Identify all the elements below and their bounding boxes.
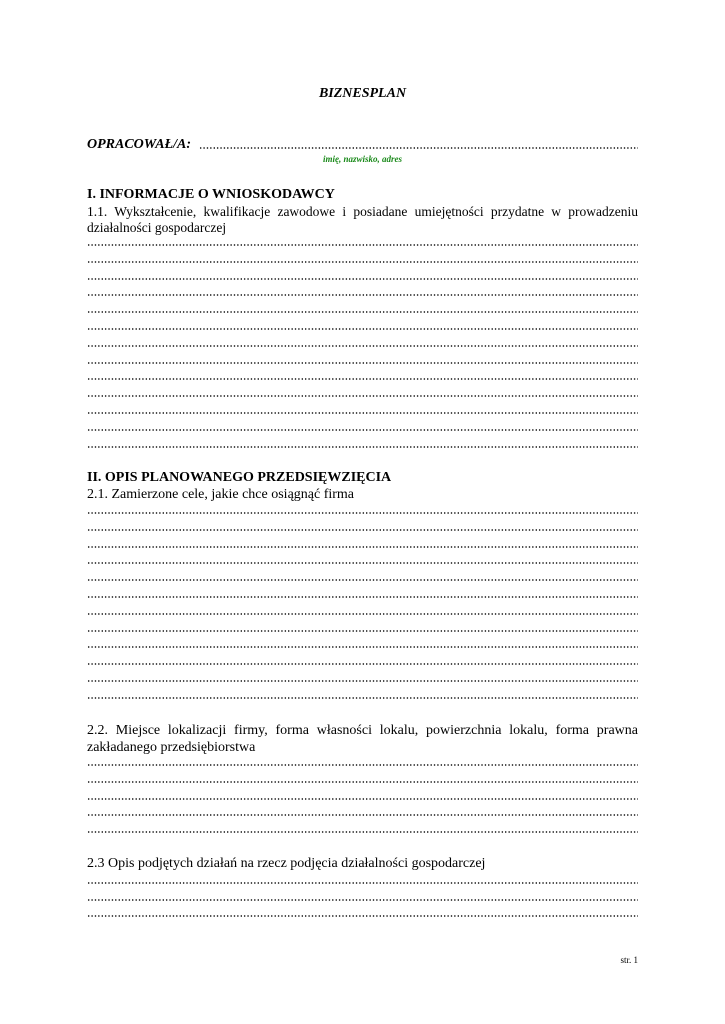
dotted-fill-line[interactable]: [87, 764, 638, 766]
dotted-fill-line[interactable]: [87, 311, 638, 313]
dotted-fill-line[interactable]: [87, 362, 638, 364]
dotted-fill-line[interactable]: [87, 579, 638, 581]
dotted-fill-line[interactable]: [87, 915, 638, 917]
dotted-fill-line[interactable]: [87, 697, 638, 699]
dotted-fill-line[interactable]: [87, 345, 638, 347]
author-fill-line[interactable]: [199, 147, 638, 149]
dotted-fill-line[interactable]: [87, 882, 638, 884]
dotted-fill-line[interactable]: [87, 646, 638, 648]
question-2-3: 2.3 Opis podjętych działań na rzecz podjęcia działalności gospodarczej: [87, 856, 486, 871]
dotted-fill-line[interactable]: [87, 529, 638, 531]
dotted-fill-line[interactable]: [87, 412, 638, 414]
dotted-fill-line[interactable]: [87, 328, 638, 330]
author-hint: imię, nazwisko, adres: [322, 154, 402, 164]
dotted-fill-line[interactable]: [87, 395, 638, 397]
dotted-fill-line[interactable]: [87, 378, 638, 380]
question-1-1: 1.1. Wykształcenie, kwalifikacje zawodowe i posiadane umiejętności przydatne w prowadzeniu działalności gospodarczej: [87, 204, 638, 235]
section-1-heading: I. INFORMACJE O WNIOSKODAWCY: [87, 187, 335, 202]
dotted-fill-line[interactable]: [87, 663, 638, 665]
dotted-fill-line[interactable]: [87, 562, 638, 564]
dotted-fill-line[interactable]: [87, 261, 638, 263]
dotted-fill-line[interactable]: [87, 546, 638, 548]
dotted-fill-line[interactable]: [87, 429, 638, 431]
document-title: BIZNESPLAN: [318, 86, 407, 101]
dotted-fill-line[interactable]: [87, 512, 638, 514]
dotted-fill-line[interactable]: [87, 244, 638, 246]
dotted-fill-line[interactable]: [87, 278, 638, 280]
dotted-fill-line[interactable]: [87, 798, 638, 800]
dotted-fill-line[interactable]: [87, 613, 638, 615]
dotted-fill-line[interactable]: [87, 831, 638, 833]
dotted-fill-line[interactable]: [87, 899, 638, 901]
page-number: str. 1: [620, 955, 638, 965]
dotted-fill-line[interactable]: [87, 630, 638, 632]
dotted-fill-line[interactable]: [87, 596, 638, 598]
dotted-fill-line[interactable]: [87, 294, 638, 296]
section-2-heading: II. OPIS PLANOWANEGO PRZEDSIĘWZIĘCIA: [87, 470, 392, 485]
dotted-fill-line[interactable]: [87, 814, 638, 816]
question-2-1: 2.1. Zamierzone cele, jakie chce osiągnąć firma: [87, 487, 355, 502]
dotted-fill-line[interactable]: [87, 680, 638, 682]
question-2-2: 2.2. Miejsce lokalizacji firmy, forma własności lokalu, powierzchnia lokalu, forma prawna zakładanego przedsiębiorstwa: [87, 723, 638, 755]
author-label: OPRACOWAŁ/A:: [87, 137, 191, 152]
dotted-fill-line[interactable]: [87, 446, 638, 448]
dotted-fill-line[interactable]: [87, 781, 638, 783]
